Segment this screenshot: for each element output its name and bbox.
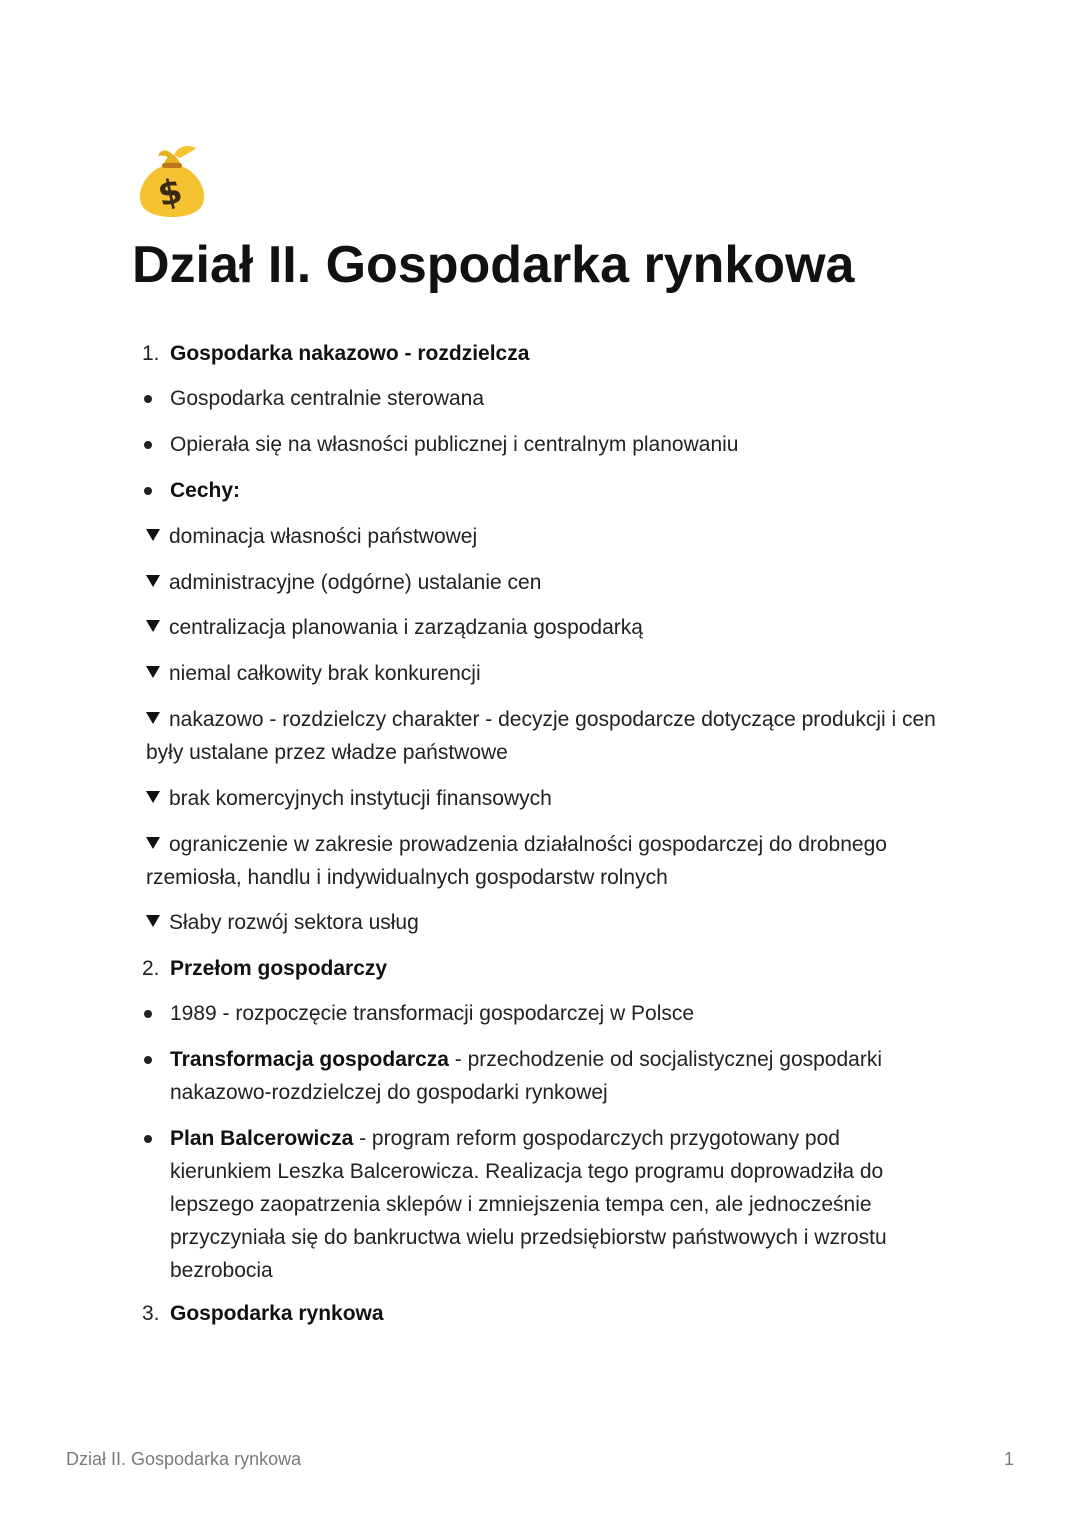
list-number: 1. (142, 342, 160, 365)
triangle-down-icon (146, 791, 160, 803)
list-item-label: Cechy: (170, 479, 241, 502)
feature-text: ograniczenie w zakresie prowadzenia działalności gospodarczej do drobnego rzemiosła, handlu i indywidualnych gospodarstw rolnych (146, 833, 887, 889)
list-number: 2. (142, 957, 160, 980)
feature-text: nakazowo - rozdzielczy charakter - decyzje gospodarcze dotyczące produkcji i cen były ustalane przez władze państwowe (146, 708, 936, 764)
triangle-down-icon (146, 712, 160, 724)
feature-text: administracyjne (odgórne) ustalanie cen (169, 571, 542, 594)
feature-item (146, 657, 481, 690)
bullet-icon (144, 395, 152, 403)
feature-item (146, 782, 552, 815)
definition: - przechodzenie od socjalistycznej gospodarki nakazowo-rozdzielczej do gospodarki rynkowej (170, 1048, 883, 1104)
page-number: 1 (1003, 1449, 1014, 1469)
list-number: 3. (142, 1302, 160, 1325)
triangle-down-icon (146, 915, 160, 927)
money-bag-icon (136, 142, 208, 218)
term: Plan Balcerowicza (170, 1127, 354, 1150)
term: Transformacja gospodarcza (170, 1048, 449, 1071)
feature-item (146, 611, 643, 644)
feature-text: Słaby rozwój sektora usług (169, 911, 419, 934)
list-item (170, 1043, 930, 1109)
list-item: Opierała się na własności publicznej i centralnym planowaniu (170, 433, 739, 456)
feature-item (146, 520, 477, 553)
footer-title: Dział II. Gospodarka rynkowa (66, 1449, 302, 1469)
feature-item (146, 566, 541, 599)
bullet-icon (144, 1135, 152, 1143)
triangle-down-icon (146, 575, 160, 587)
svg-text:$: $ (154, 170, 186, 216)
bullet-icon (144, 1010, 152, 1018)
feature-text: dominacja własności państwowej (169, 525, 478, 548)
section-heading: Przełom gospodarczy (170, 957, 388, 980)
feature-item (146, 906, 419, 939)
section-heading: Gospodarka nakazowo - rozdzielcza (170, 342, 530, 365)
definition: - program reform gospodarczych przygotowany pod kierunkiem Leszka Balcerowicza. Realizacja tego programu doprowadziła do lepszego zaopatrzenia sklepów i zmniejszenia tempa cen, ale jednocześnie przyczyniała się do bankructwa wielu przedsiębiorstw państwowych i wzrostu bezrobocia (170, 1127, 887, 1282)
list-item (170, 1122, 930, 1287)
bullet-icon (144, 487, 152, 495)
bullet-icon (144, 441, 152, 449)
feature-text: centralizacja planowania i zarządzania gospodarką (169, 616, 643, 639)
feature-item (146, 828, 936, 894)
triangle-down-icon (146, 529, 160, 541)
section-heading: Gospodarka rynkowa (170, 1302, 384, 1325)
triangle-down-icon (146, 666, 160, 678)
bullet-icon (144, 1056, 152, 1064)
feature-item (146, 703, 936, 769)
feature-text: niemal całkowity brak konkurencji (169, 662, 481, 685)
triangle-down-icon (146, 837, 160, 849)
triangle-down-icon (146, 620, 160, 632)
list-item: 1989 - rozpoczęcie transformacji gospodarczej w Polsce (170, 1002, 695, 1025)
list-item: Gospodarka centralnie sterowana (170, 387, 485, 410)
page-title: Dział II. Gospodarka rynkowa (132, 236, 855, 294)
feature-text: brak komercyjnych instytucji finansowych (169, 787, 552, 810)
